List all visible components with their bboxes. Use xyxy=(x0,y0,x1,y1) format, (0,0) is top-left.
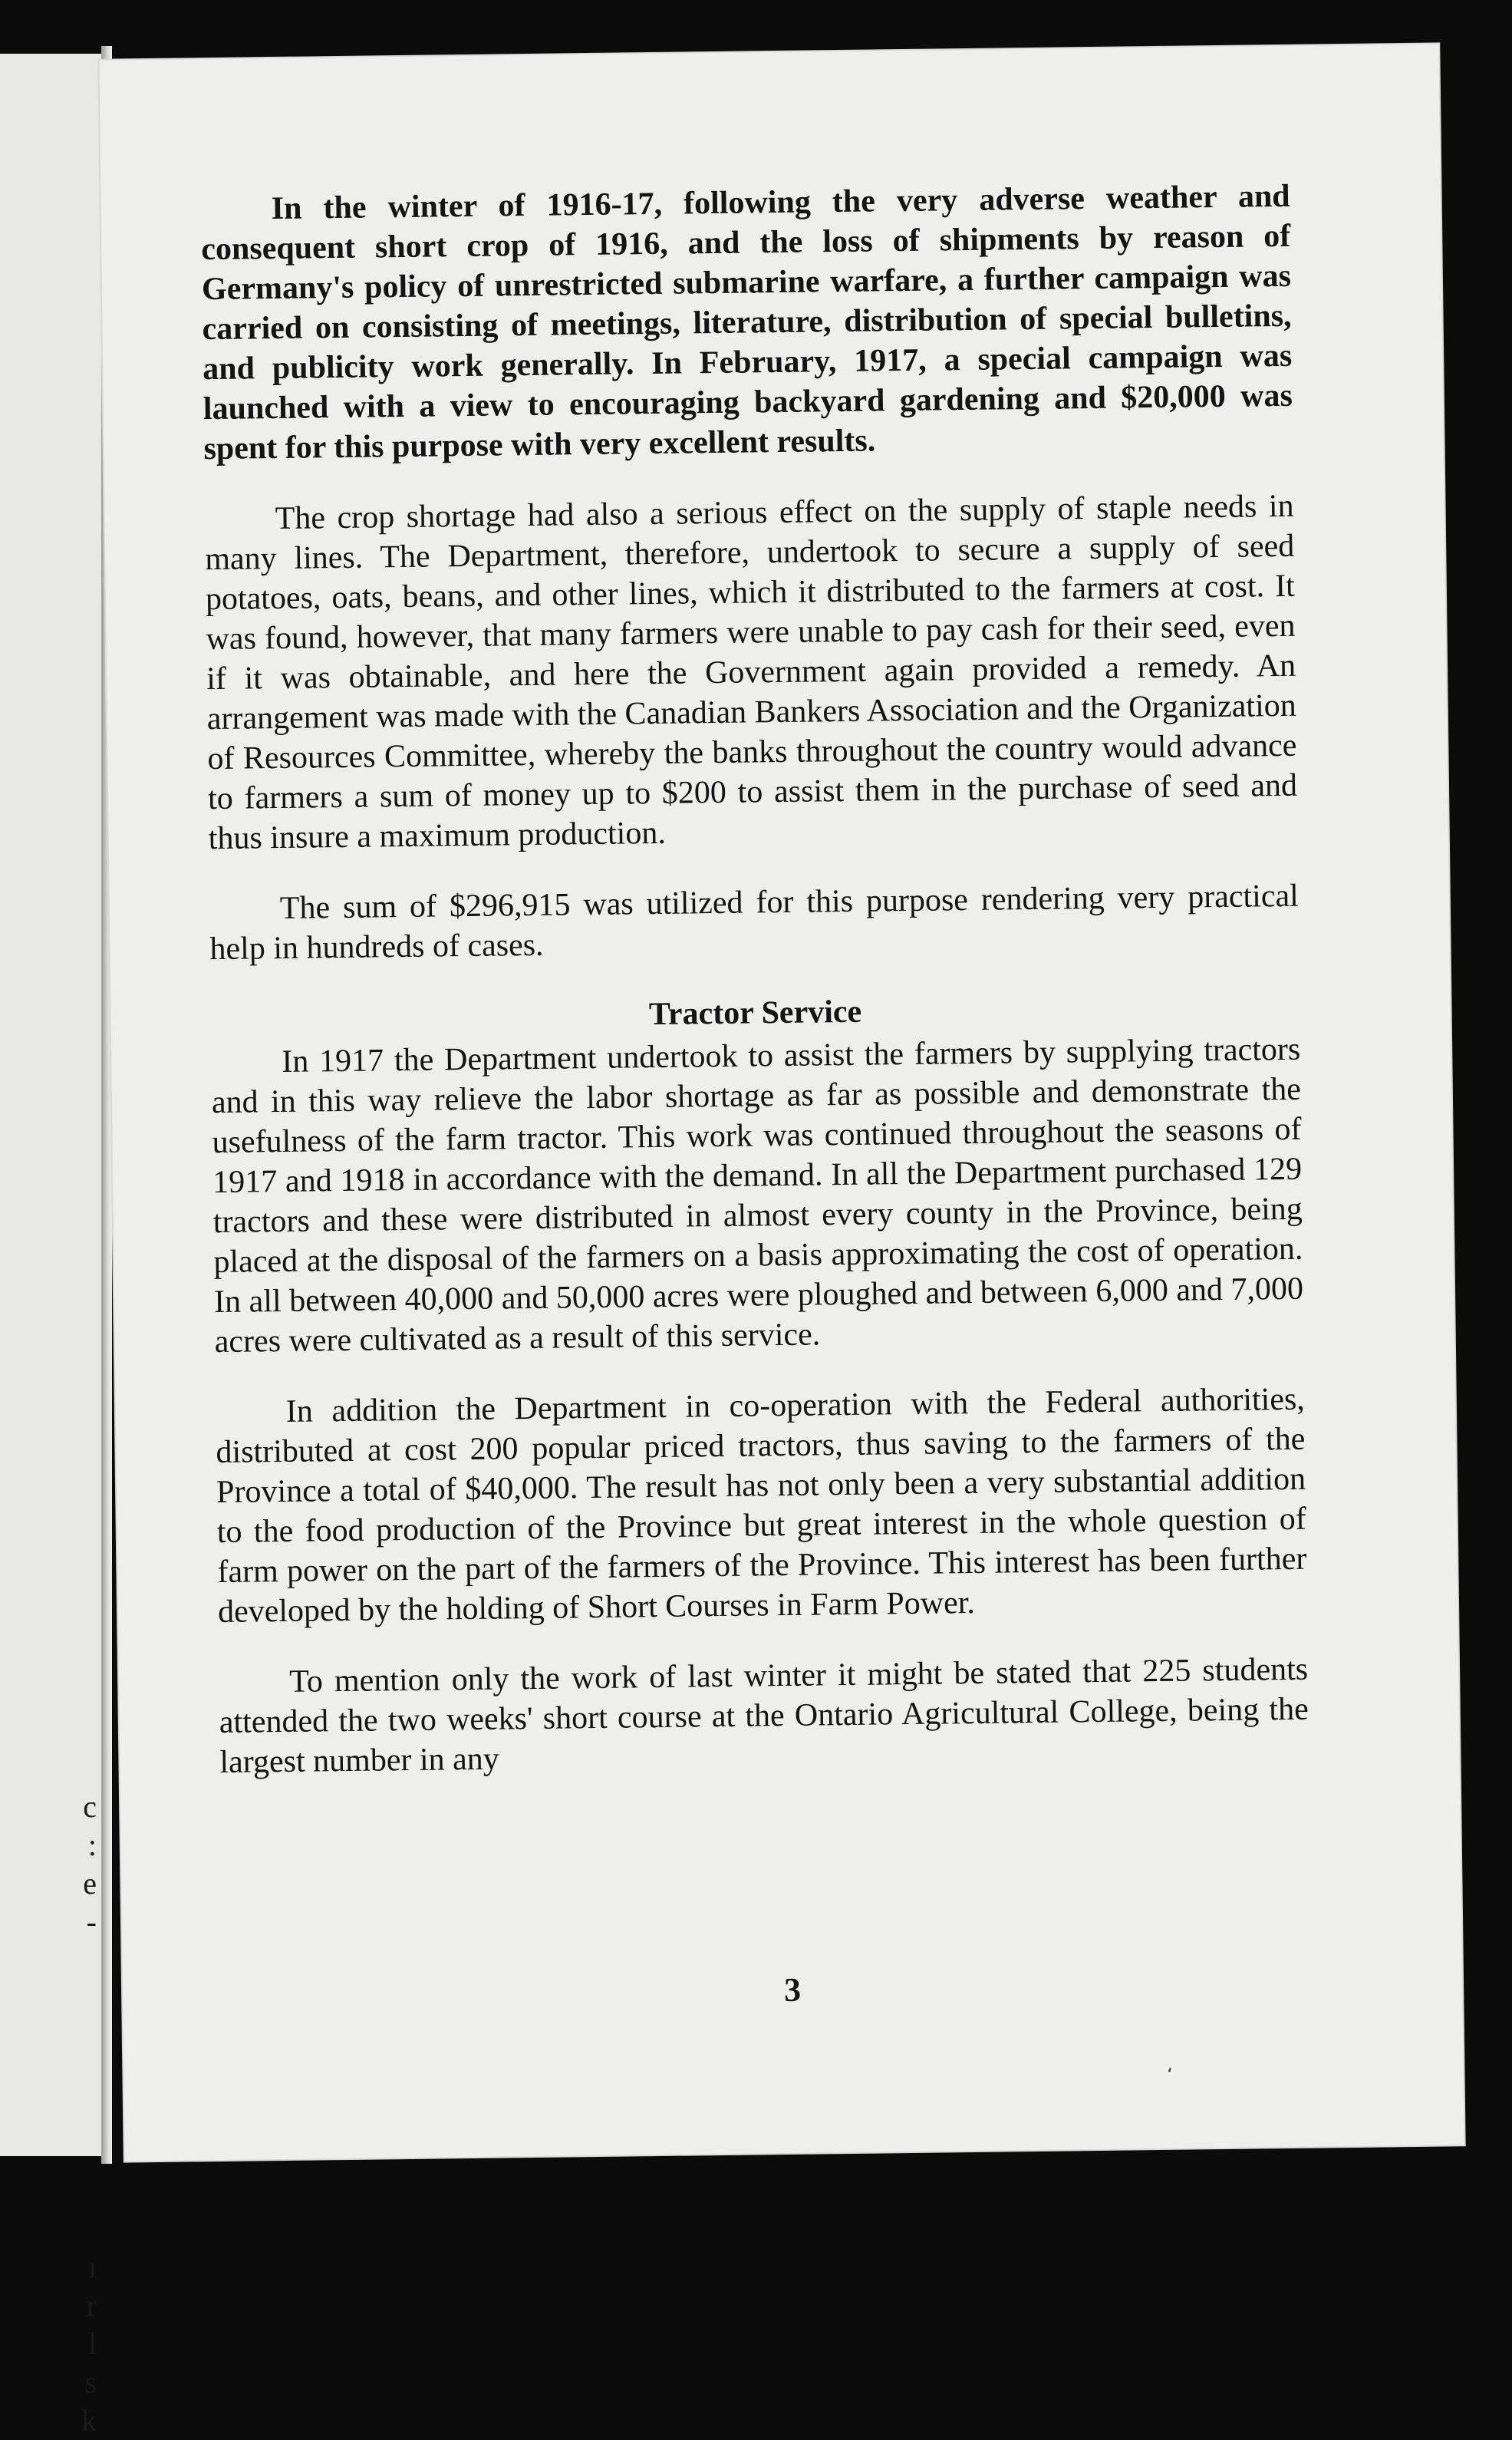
facing-page-text-fragments: c : e - ı r l s k xyxy=(81,1789,97,2438)
section-heading: Tractor Service xyxy=(648,994,862,1033)
facing-page-edge xyxy=(0,54,101,2438)
dust-speck: ʻ xyxy=(1167,2065,1173,2085)
section-paragraph-2: In addition the Department in co-operation with the Federal authorities, distributed at cost 200 popular priced tractors, thus saving to the farmers of the Province a total of $40,000. The result has not only been a very substantial addition to the food production of the Province but great interest in the whole question of farm power on the part of the farmers of the Province. This interest has been further developed by the holding of Short Courses in Farm Power. xyxy=(216,1381,1307,1631)
section-paragraph-1: In 1917 the Department undertook to assist the farmers by supplying tractors and in this way relieve the labor shortage as far as possible and demonstrate the usefulness of the farm tractor. This work was continued throughout the seasons of 1917 and 1918 in accordance with the demand. In all the Department purchased 129 tractors and these were distributed in almost every county in the Province, being placed at the disposal of the farmers on a basis approximating the cost of operation. In all between 40,000 and 50,000 acres were ploughed and between 6,000 and 7,000 acres were cultivated as a result of this service. xyxy=(211,1031,1304,1360)
paragraph-3: The sum of $296,915 was utilized for this purpose rendering very practical help in hundreds of cases. xyxy=(209,878,1300,968)
page-text xyxy=(200,176,1309,1813)
section-paragraph-3: To mention only the work of last winter it might be stated that 225 students attended the two weeks' short course at the Ontario Agricultural College, being the largest number in any xyxy=(219,1651,1309,1781)
paragraph-1: In the winter of 1916-17, following the very adverse weather and consequent short crop of 1916, and the loss of shipments by reason of Germany's policy of unrestricted submarine warfare, a further campaign was carried on consisting of meetings, literature, distribution of special bulletins, and publicity work generally. In February, 1917, a special campaign was launched with a view to encouraging backyard gardening and $20,000 was spent for this purpose with very excellent results. xyxy=(201,178,1293,467)
book-page xyxy=(99,44,1464,2161)
paragraph-2: The crop shortage had also a serious effect on the supply of staple needs in many lines. The Department, therefore, undertook to secure a supply of seed potatoes, oats, beans, and other lines, which it distributed to the farmers at cost. It was found, however, that many farmers were unable to pay cash for their seed, even if it was obtainable, and here the Government again provided a remedy. An arrangement was made with the Canadian Bankers Association and the Organization of Resources Committee, whereby the banks throughout the country would advance to farmers a sum of money up to $200 to assist them in the purchase of seed and thus insure a maximum production. xyxy=(205,488,1298,857)
page-number: 3 xyxy=(783,1970,802,2010)
